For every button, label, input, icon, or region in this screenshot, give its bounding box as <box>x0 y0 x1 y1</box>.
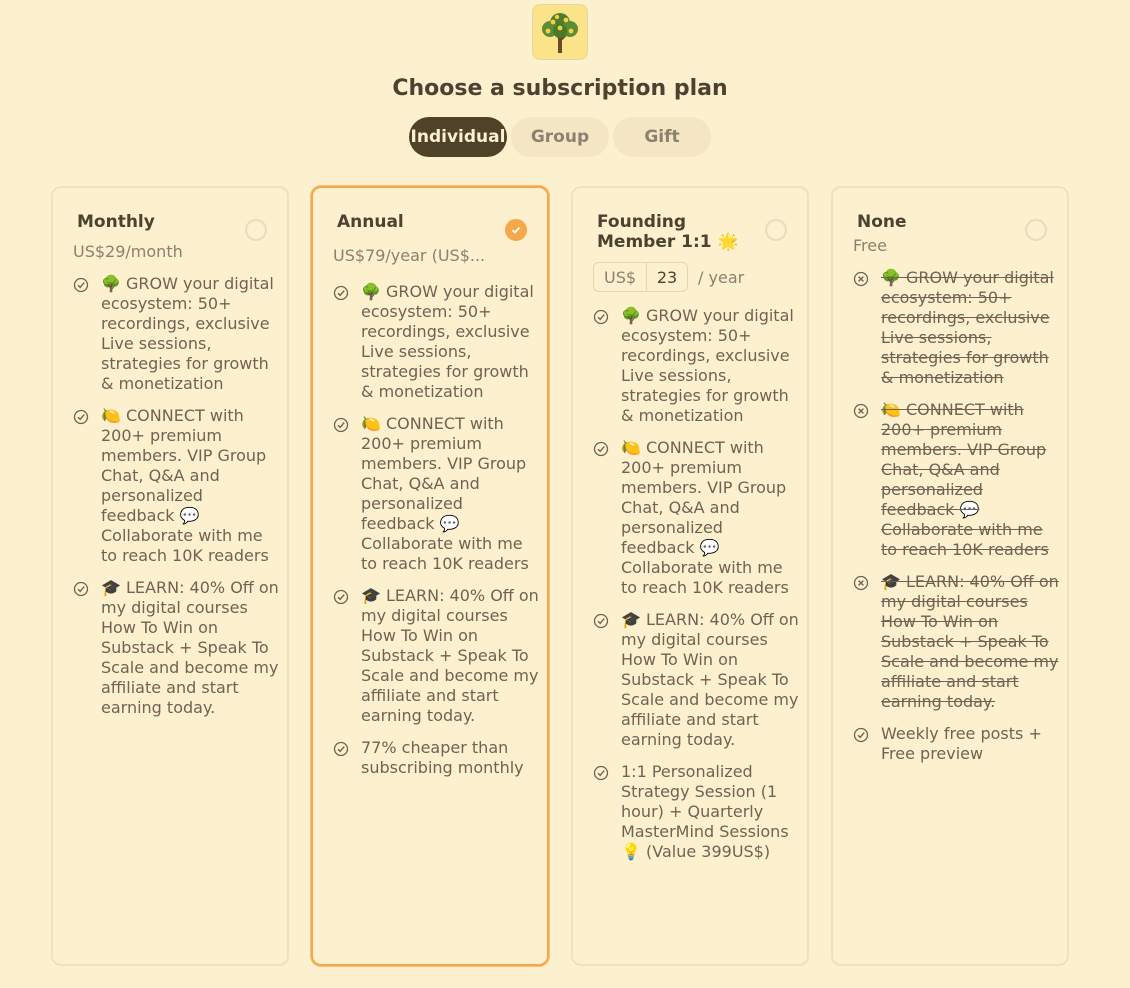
check-circle-icon <box>73 277 89 293</box>
feature-item-excluded <box>853 268 1059 388</box>
plan-price: US$29/month <box>73 242 183 261</box>
check-circle-icon <box>593 765 609 781</box>
x-circle-icon <box>853 271 869 287</box>
check-circle-icon <box>73 581 89 597</box>
plan-card-monthly[interactable] <box>51 186 289 966</box>
feature-item <box>333 586 539 726</box>
tab-group[interactable]: Group <box>511 117 609 157</box>
feature-text: 🍋 CONNECT with 200+ premium members. VIP Group Chat, Q&A and personalized feedback 💬 Collaborate with me to reach 10K readers <box>101 406 269 565</box>
plan-title: None <box>857 212 907 232</box>
feature-list <box>593 306 799 874</box>
feature-text: Weekly free posts + Free preview <box>881 724 1042 763</box>
plan-card-founding-member[interactable] <box>571 186 809 966</box>
lemon-tree-icon <box>538 9 582 55</box>
plan-card-none[interactable] <box>831 186 1069 966</box>
plan-radio[interactable] <box>765 219 787 241</box>
plan-title: Founding Member 1:1 🌟 <box>597 212 739 252</box>
feature-item <box>593 306 799 426</box>
check-circle-icon <box>853 727 869 743</box>
feature-item-excluded <box>853 572 1059 712</box>
feature-text: 🍋 CONNECT with 200+ premium members. VIP Group Chat, Q&A and personalized feedback 💬 Collaborate with me to reach 10K readers <box>881 400 1049 559</box>
plan-title: Annual <box>337 212 404 232</box>
feature-item <box>333 414 539 574</box>
feature-item <box>593 438 799 598</box>
feature-text: 🎓 LEARN: 40% Off on my digital courses How To Win on Substack + Speak To Scale and become my affiliate and start earning today. <box>361 586 539 725</box>
period-label: / year <box>698 267 745 287</box>
feature-item <box>333 738 539 778</box>
check-circle-icon <box>333 417 349 433</box>
plan-radio[interactable] <box>505 219 527 241</box>
feature-item <box>73 274 279 394</box>
x-circle-icon <box>853 403 869 419</box>
feature-list <box>853 268 1059 776</box>
tab-gift[interactable]: Gift <box>613 117 711 157</box>
feature-text: 🎓 LEARN: 40% Off on my digital courses How To Win on Substack + Speak To Scale and become my affiliate and start earning today. <box>621 610 799 749</box>
feature-text: 1:1 Personalized Strategy Session (1 hour) + Quarterly MasterMind Sessions 💡 (Value 399US$) <box>621 762 789 861</box>
page-title: Choose a subscription plan <box>392 76 728 101</box>
feature-item-excluded <box>853 400 1059 560</box>
tab-individual[interactable]: Individual <box>409 117 507 157</box>
x-circle-icon <box>853 575 869 591</box>
feature-text: 🍋 CONNECT with 200+ premium members. VIP Group Chat, Q&A and personalized feedback 💬 Collaborate with me to reach 10K readers <box>621 438 789 597</box>
amount-input[interactable]: 23 <box>656 267 678 287</box>
check-circle-icon <box>593 613 609 629</box>
feature-list <box>73 274 279 730</box>
check-circle-icon <box>593 309 609 325</box>
feature-item <box>853 724 1059 764</box>
feature-item <box>73 578 279 718</box>
check-circle-icon <box>73 409 89 425</box>
feature-item <box>333 282 539 402</box>
lemon-tree-logo <box>532 4 588 60</box>
checkmark-icon <box>510 224 522 236</box>
feature-text: 🌳 GROW your digital ecosystem: 50+ recordings, exclusive Live sessions, strategies for growth & monetization <box>101 274 274 393</box>
feature-text: 77% cheaper than subscribing monthly <box>361 738 524 777</box>
check-circle-icon <box>333 741 349 757</box>
plan-price: US$79/year (US$... <box>333 246 486 265</box>
amount-field[interactable] <box>593 262 688 292</box>
currency-label: US$ <box>594 263 647 291</box>
feature-text: 🍋 CONNECT with 200+ premium members. VIP Group Chat, Q&A and personalized feedback 💬 Collaborate with me to reach 10K readers <box>361 414 529 573</box>
plan-price: Free <box>853 236 887 255</box>
check-circle-icon <box>333 589 349 605</box>
plan-radio[interactable] <box>1025 219 1047 241</box>
feature-list <box>333 282 539 790</box>
feature-text: 🌳 GROW your digital ecosystem: 50+ recordings, exclusive Live sessions, strategies for growth & monetization <box>881 268 1054 387</box>
feature-text: 🎓 LEARN: 40% Off on my digital courses How To Win on Substack + Speak To Scale and become my affiliate and start earning today. <box>101 578 279 717</box>
plan-radio[interactable] <box>245 219 267 241</box>
plan-card-annual[interactable] <box>311 186 549 966</box>
check-circle-icon <box>333 285 349 301</box>
plan-type-tabs <box>0 117 1120 157</box>
custom-amount <box>593 262 744 292</box>
feature-item <box>593 610 799 750</box>
plan-title: Monthly <box>77 212 155 232</box>
feature-text: 🌳 GROW your digital ecosystem: 50+ recordings, exclusive Live sessions, strategies for growth & monetization <box>361 282 534 401</box>
feature-item <box>593 762 799 862</box>
check-circle-icon <box>593 441 609 457</box>
feature-item <box>73 406 279 566</box>
feature-text: 🌳 GROW your digital ecosystem: 50+ recordings, exclusive Live sessions, strategies for growth & monetization <box>621 306 794 425</box>
feature-text: 🎓 LEARN: 40% Off on my digital courses How To Win on Substack + Speak To Scale and become my affiliate and start earning today. <box>881 572 1059 711</box>
